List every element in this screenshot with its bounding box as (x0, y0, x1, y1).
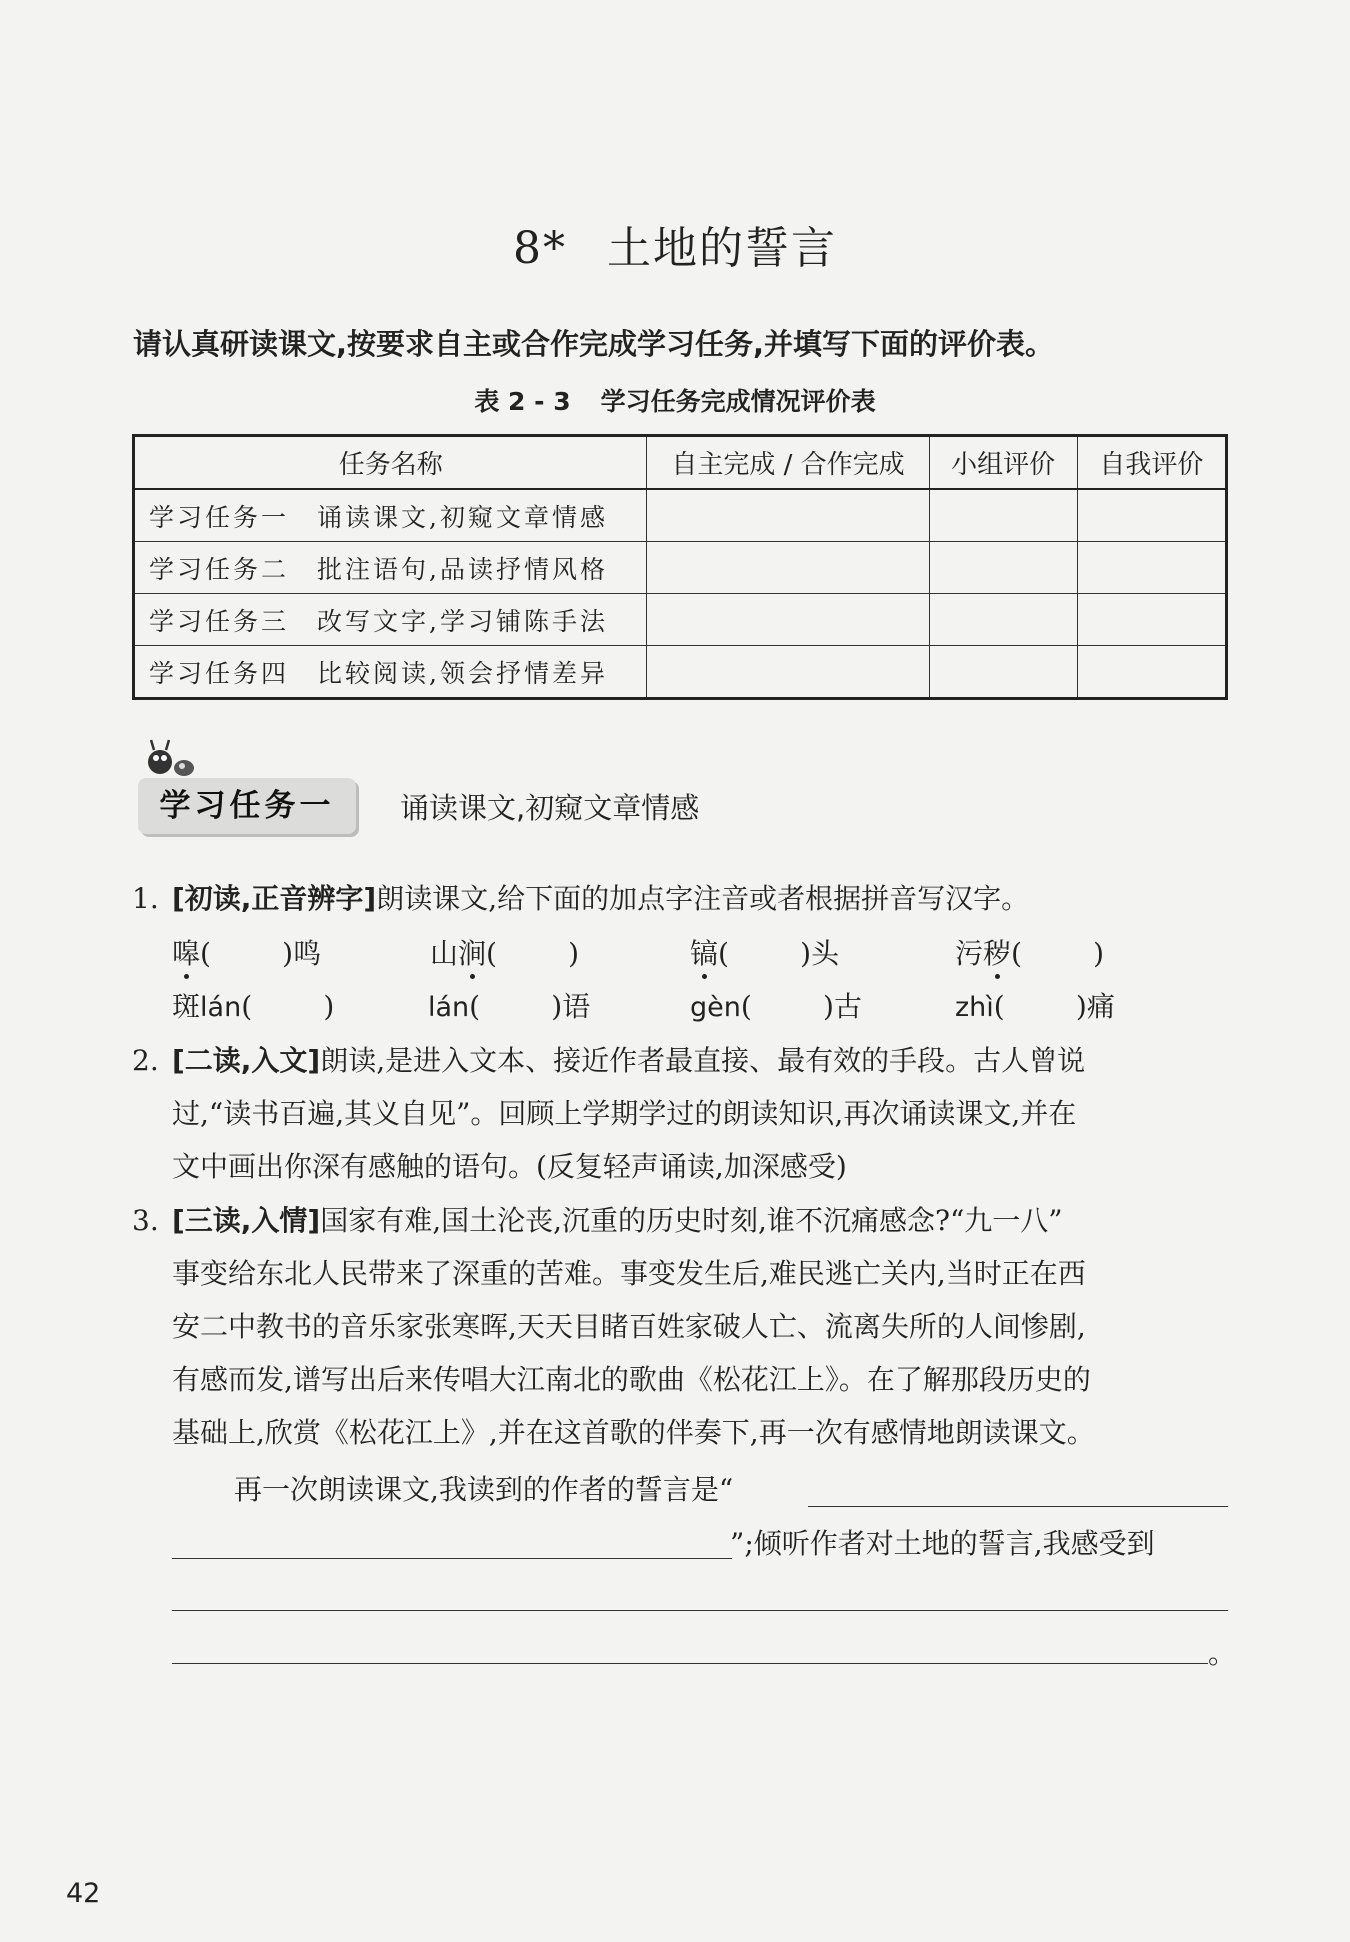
self-eval-cell[interactable] (1077, 542, 1226, 594)
self-eval-cell[interactable] (1077, 594, 1226, 646)
answer-blank[interactable]: ( ) (993, 990, 1087, 1023)
char-suffix: 古 (833, 990, 862, 1023)
char-prefix: 斑 (172, 990, 201, 1023)
answer-blank[interactable]: ( ) (740, 990, 834, 1023)
question-line: 文中画出你深有感触的语句。(反复轻声诵读,加深感受) (172, 1150, 847, 1183)
char-item[interactable] (172, 932, 321, 972)
question-1 (132, 872, 1232, 925)
question-line: 安二中教书的音乐家张寒晖,天天目睹百姓家破人亡、流离失所的人间惨剧, (172, 1310, 1086, 1343)
char-item[interactable] (955, 932, 1104, 972)
fill-prompt-start: 再一次朗读课文,我读到的作者的誓言是“ (234, 1473, 734, 1506)
question-3 (132, 1194, 1232, 1459)
self-eval-cell[interactable] (1077, 489, 1226, 542)
answer-line[interactable] (172, 1610, 1228, 1611)
question-number: 2. (132, 1044, 159, 1077)
fill-prompt-end: 。 (1208, 1637, 1237, 1670)
task-cell (134, 646, 647, 699)
pinyin-text: zhì (955, 992, 994, 1023)
pinyin-text: gèn (690, 992, 741, 1023)
question-2 (132, 1034, 1232, 1193)
question-number: 3. (132, 1204, 159, 1237)
char-suffix: 语 (562, 990, 591, 1023)
answer-blank[interactable]: ( ) (241, 990, 335, 1023)
answer-line[interactable] (808, 1506, 1228, 1507)
task-label: 学习任务三 (149, 606, 290, 636)
section-badge: 学习任务一 (138, 778, 356, 834)
dotted-char: 镐 (690, 937, 719, 970)
evaluation-table (132, 434, 1228, 700)
answer-blank[interactable]: ( ) (718, 937, 812, 970)
task-description: 批注语句,品读抒情风格 (317, 554, 608, 584)
char-item[interactable] (430, 932, 579, 972)
pinyin-text: lán (428, 992, 470, 1023)
table-caption-number: 表 2 - 3 (474, 387, 571, 416)
question-tag: [初读,正音辨字] (172, 882, 377, 915)
task-label: 学习任务四 (149, 658, 290, 688)
table-row (134, 489, 1227, 542)
header-task-name: 任务名称 (134, 436, 647, 490)
header-completion: 自主完成 / 合作完成 (647, 436, 929, 490)
dotted-char: 秽 (983, 937, 1012, 970)
table-header-row (134, 436, 1227, 490)
char-item[interactable] (690, 932, 839, 972)
pinyin-text: lán (200, 992, 242, 1023)
task-cell (134, 489, 647, 542)
task-cell (134, 542, 647, 594)
table-caption-text: 学习任务完成情况评价表 (600, 387, 876, 416)
lesson-title-text: 土地的誓言 (607, 223, 837, 274)
char-suffix: 鸣 (293, 937, 322, 970)
answer-blank[interactable]: ( ) (469, 990, 563, 1023)
char-prefix: 山 (430, 937, 459, 970)
question-tag: [二读,入文] (172, 1044, 321, 1077)
fill-prompt-middle: ”;倾听作者对土地的誓言,我感受到 (730, 1527, 1155, 1560)
char-prefix: 污 (955, 937, 984, 970)
question-line: 国家有难,国土沦丧,沉重的历史时刻,谁不沉痛感念?“九一八” (320, 1204, 1063, 1237)
table-row (134, 542, 1227, 594)
completion-cell[interactable] (647, 542, 929, 594)
header-self-eval: 自我评价 (1077, 436, 1226, 490)
group-eval-cell[interactable] (929, 594, 1077, 646)
answer-blank[interactable]: ( ) (200, 937, 294, 970)
char-suffix: 痛 (1086, 990, 1115, 1023)
table-caption (0, 382, 1350, 418)
pinyin-item[interactable] (428, 985, 590, 1025)
question-text: 朗读课文,给下面的加点字注音或者根据拼音写汉字。 (376, 882, 1030, 915)
question-line: 有感而发,谱写出后来传唱大江南北的歌曲《松花江上》。在了解那段历史的 (172, 1363, 1091, 1396)
pinyin-item[interactable] (172, 985, 334, 1025)
task-cell (134, 594, 647, 646)
group-eval-cell[interactable] (929, 489, 1077, 542)
char-suffix: 头 (811, 937, 840, 970)
instruction-text: 请认真研读课文,按要求自主或合作完成学习任务,并填写下面的评价表。 (133, 327, 1055, 361)
answer-line[interactable] (172, 1558, 732, 1559)
task-description: 诵读课文,初窥文章情感 (317, 502, 608, 532)
completion-cell[interactable] (647, 646, 929, 699)
section-title: 诵读课文,初窥文章情感 (400, 791, 700, 825)
answer-line[interactable] (172, 1663, 1208, 1664)
pinyin-item[interactable] (955, 985, 1115, 1025)
answer-blank[interactable]: ( ) (486, 937, 580, 970)
question-line: 过,“读书百遍,其义自见”。回顾上学期学过的朗读知识,再次诵读课文,并在 (172, 1097, 1077, 1130)
task-label: 学习任务一 (149, 502, 290, 532)
question-line: 朗读,是进入文本、接近作者最直接、最有效的手段。古人曾说 (320, 1044, 1086, 1077)
task-label: 学习任务二 (149, 554, 290, 584)
table-row (134, 594, 1227, 646)
page-number: 42 (66, 1878, 101, 1909)
dotted-char: 嗥 (172, 937, 201, 970)
completion-cell[interactable] (647, 489, 929, 542)
question-tag: [三读,入情] (172, 1204, 321, 1237)
group-eval-cell[interactable] (929, 542, 1077, 594)
lesson-number: 8* (513, 223, 567, 274)
question-line: 事变给东北人民带来了深重的苦难。事变发生后,难民逃亡关内,当时正在西 (172, 1257, 1086, 1290)
dotted-char: 涧 (458, 937, 487, 970)
question-number: 1. (132, 882, 159, 915)
task-description: 改写文字,学习铺陈手法 (317, 606, 608, 636)
answer-blank[interactable]: ( ) (1011, 937, 1105, 970)
pinyin-item[interactable] (690, 985, 862, 1025)
completion-cell[interactable] (647, 594, 929, 646)
task-description: 比较阅读,领会抒情差异 (317, 658, 608, 688)
group-eval-cell[interactable] (929, 646, 1077, 699)
lesson-title (0, 212, 1350, 276)
question-line: 基础上,欣赏《松花江上》,并在这首歌的伴奏下,再一次有感情地朗读课文。 (172, 1416, 1095, 1449)
snail-mascot-icon (144, 738, 196, 778)
header-group-eval: 小组评价 (929, 436, 1077, 490)
self-eval-cell[interactable] (1077, 646, 1226, 699)
table-row (134, 646, 1227, 699)
